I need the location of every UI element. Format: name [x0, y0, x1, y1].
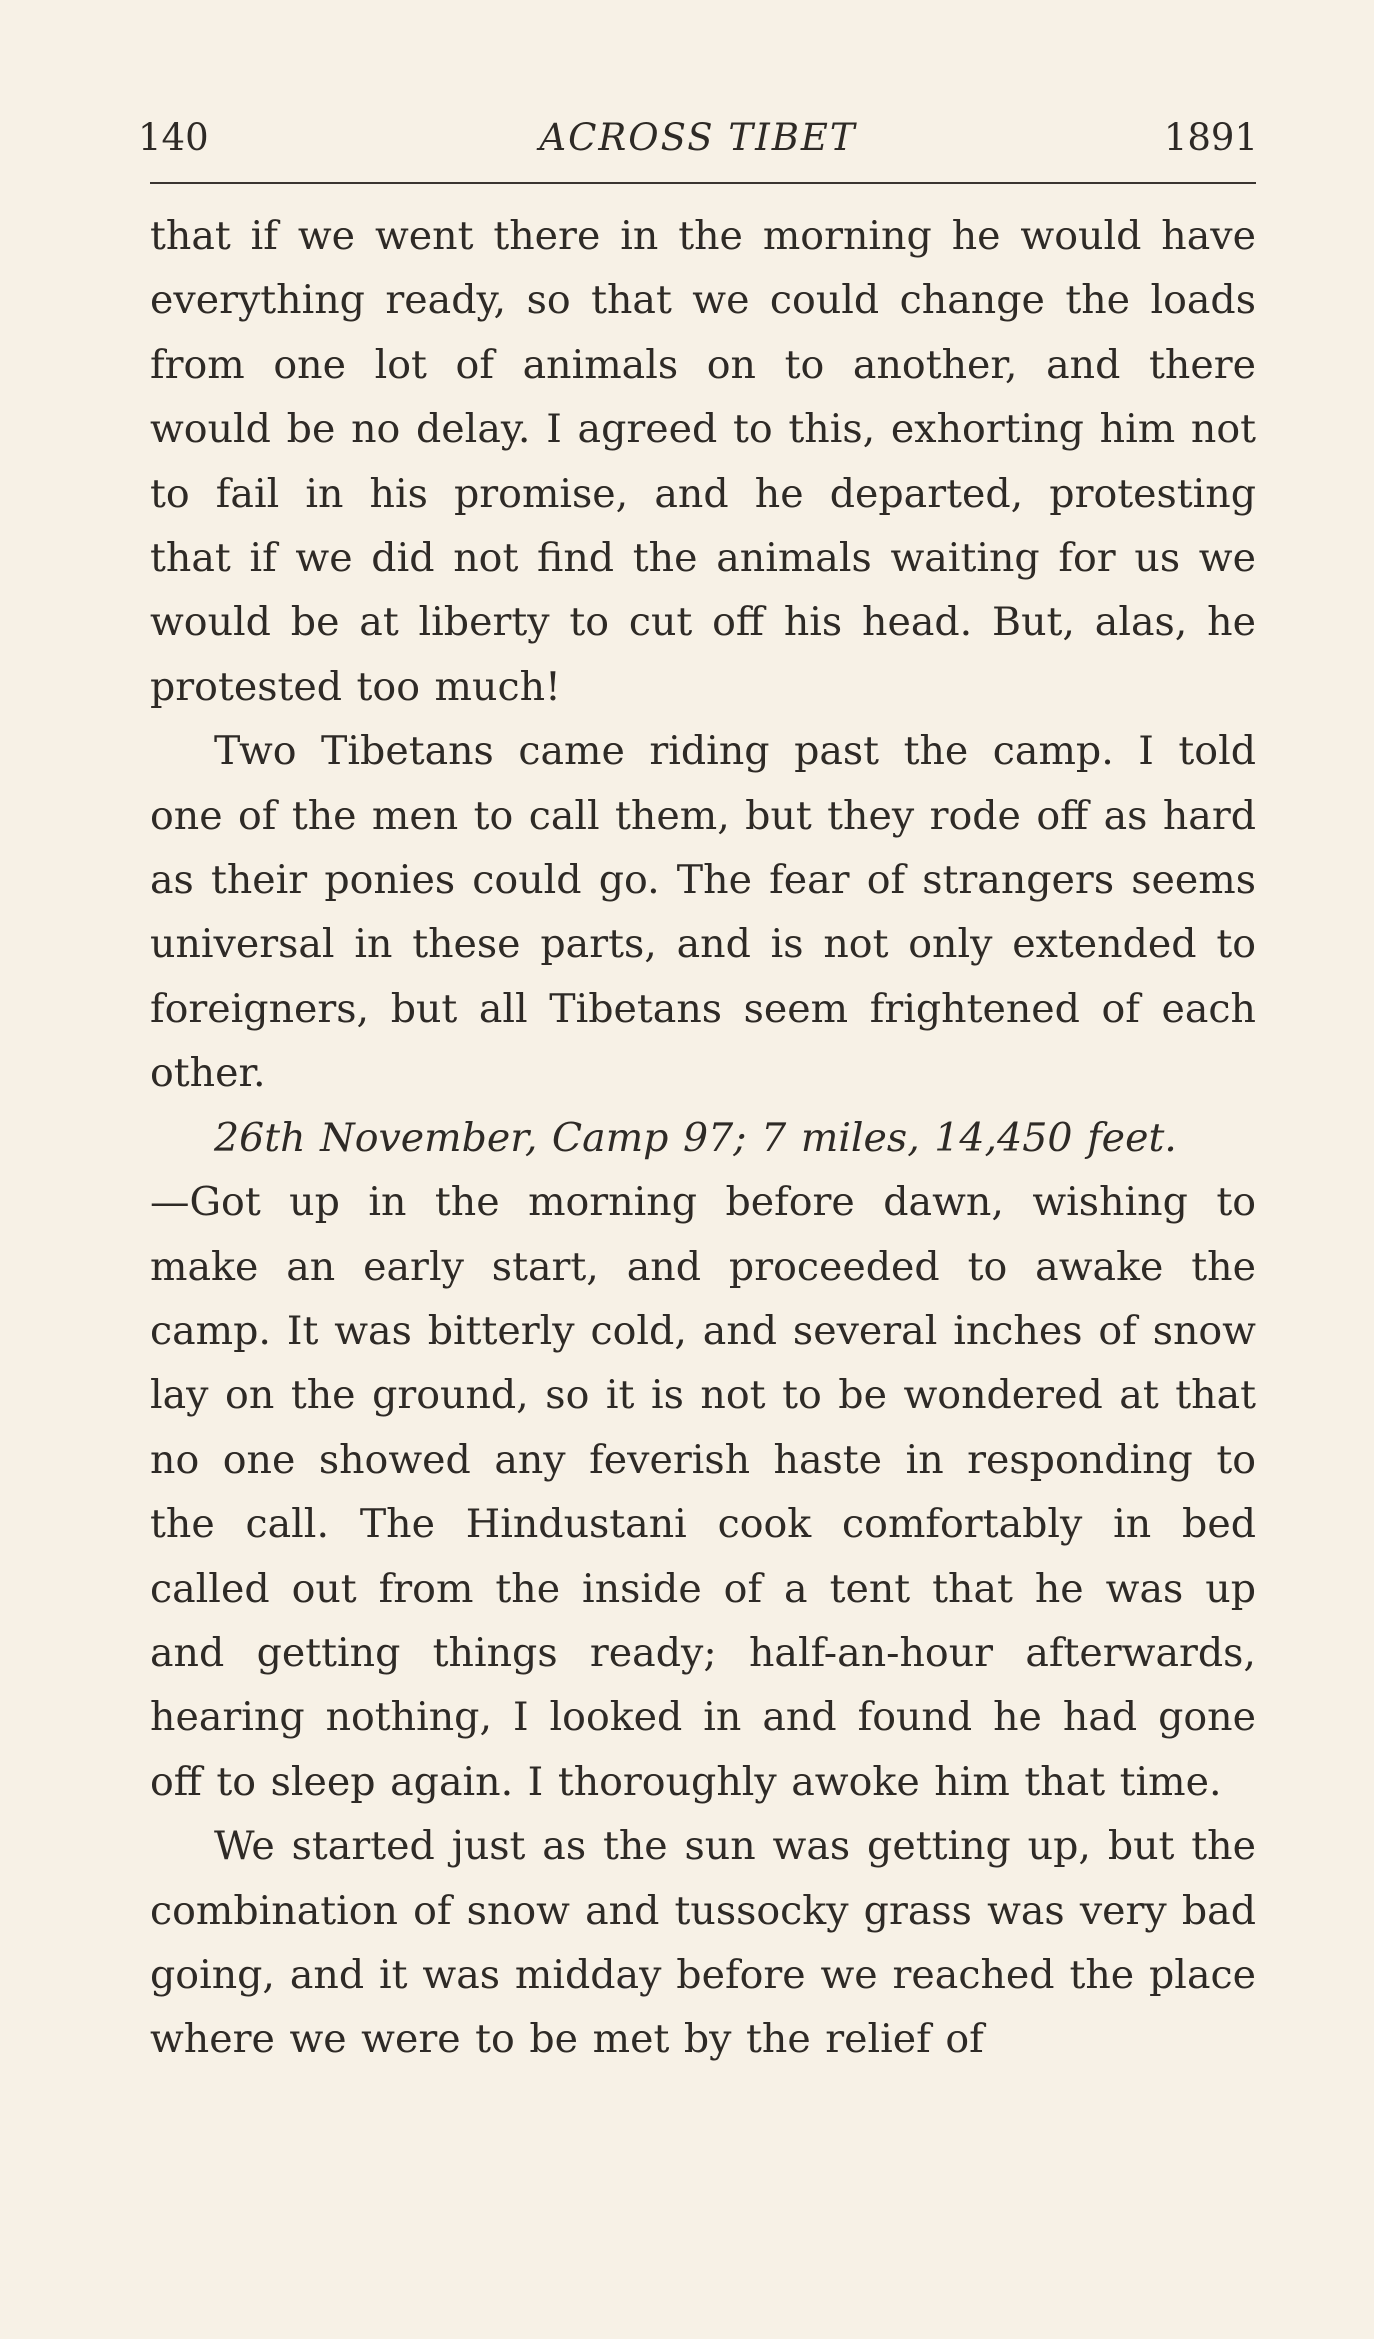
paragraph-continued: that if we went there in the morning he would have everything ready, so that we could change the loads from one lot of animals on to another, and there would be no delay. I agreed to this, exhorting him not to fail in his promise, and he departed, protesting that if we did not find the animals waiting for us we would be at liberty to cut off his head. But, alas, he protested too much! [150, 213, 1256, 710]
book-title: ACROSS TIBET [539, 116, 857, 159]
diary-entry-text: —Got up in the morning before dawn, wishing to make an early start, and proceeded to awake the camp. It was bitterly cold, and several inches of snow lay on the ground, so it is not to be wondered at that no one showed any feverish haste in responding to the call. The Hindustani cook comfortably in bed called out from the inside of a tent that he was up and getting things ready; half-an-hour afterwards, hearing nothing, I looked in and found he had gone off to sleep again. I thoroughly awoke him that time. [150, 1179, 1256, 1805]
running-head [138, 116, 1258, 166]
year-label: 1891 [1163, 116, 1258, 159]
paragraph-started: We started just as the sun was getting up, but the combination of snow and tussocky grass was very bad going, and it was midday before we reached the place where we were to be met by the relief of [150, 1823, 1256, 2063]
dateline: 26th November, Camp 97; 7 miles, 14,450 feet. [214, 1114, 1177, 1161]
paragraph-tibetans: Two Tibetans came riding past the camp. I told one of the men to call them, but they rode off as hard as their ponies could go. The fear of strangers seems universal in these parts, and is not only extended to foreigners, but all Tibetans seem frightened of each other. [150, 728, 1256, 1097]
paragraph-diary-entry [150, 1106, 1256, 1814]
header-rule [150, 182, 1256, 184]
body-text [150, 204, 1256, 2072]
page-number: 140 [138, 116, 209, 159]
